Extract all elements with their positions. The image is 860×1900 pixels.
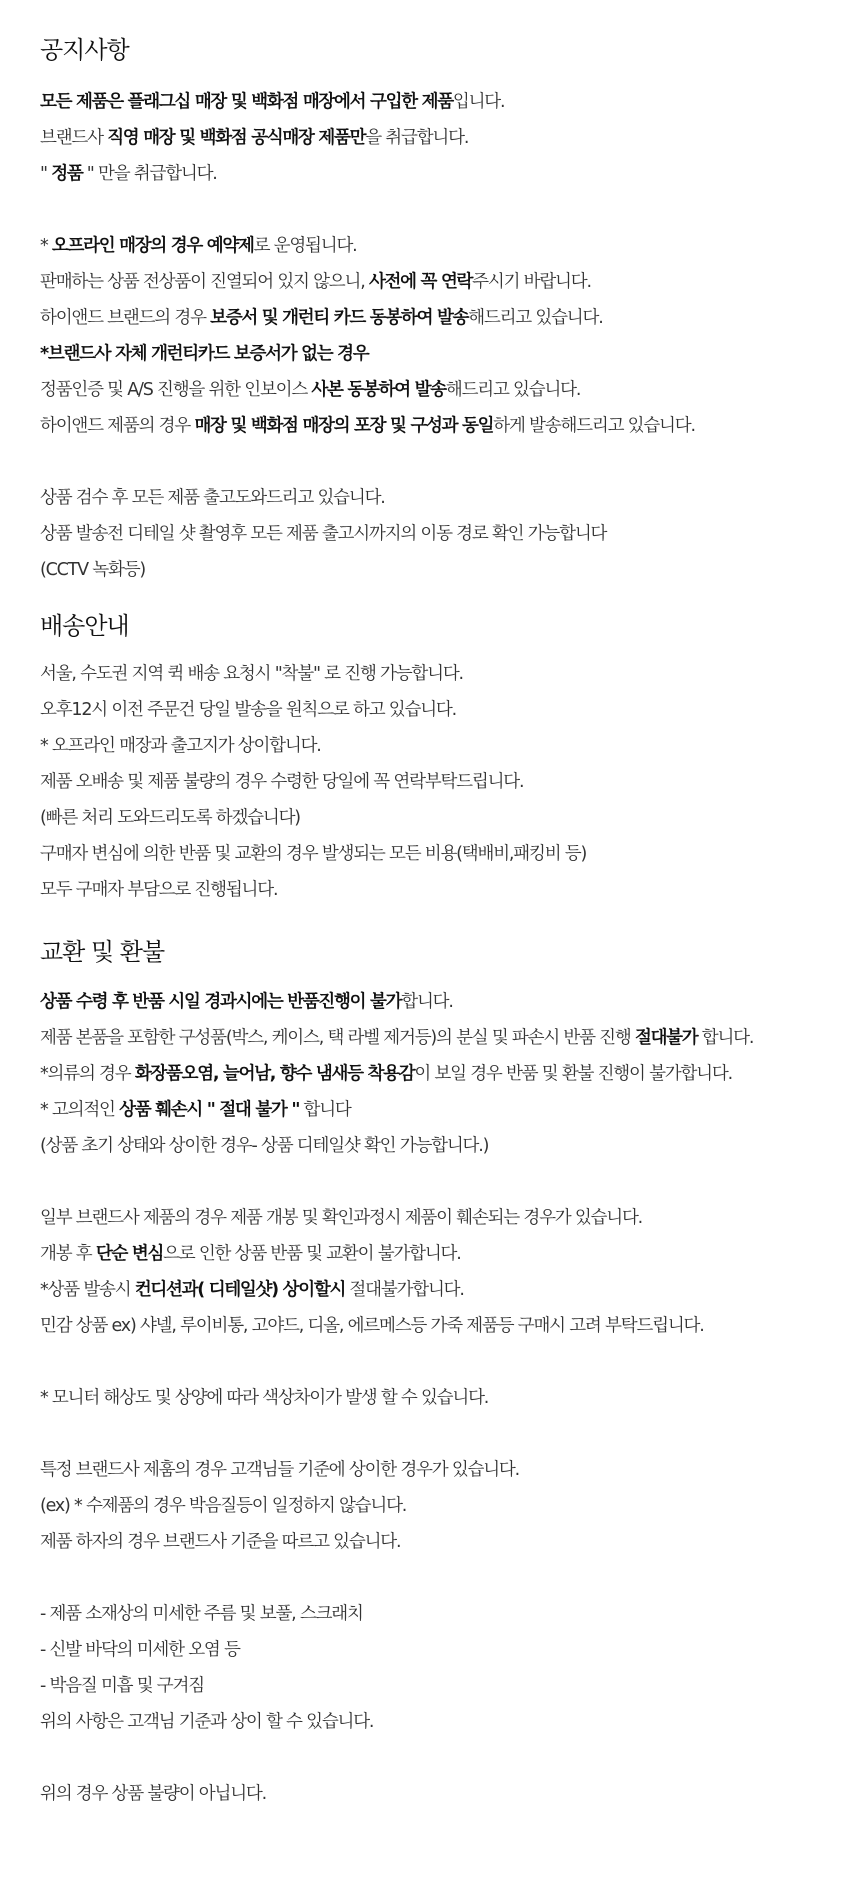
shipping-title: 배송안내 xyxy=(40,612,129,640)
body-text: 제품 본품을 포함한 구성품(박스, 케이스, 택 라벨 제거등)의 분실 및 파손시 반품 진행 xyxy=(40,1028,635,1048)
emphasis-text: 화장품오염, 늘어남, 향수 냄새등 착용감 xyxy=(134,1064,415,1084)
body-text: * 오프라인 매장과 출고지가 상이합니다. xyxy=(40,736,321,756)
body-text: 위의 사항은 고객님 기준과 상이 할 수 있습니다. xyxy=(40,1712,374,1732)
body-text: *의류의 경우 xyxy=(40,1064,135,1084)
text-line xyxy=(40,408,840,444)
paragraph-gap xyxy=(40,192,840,228)
refund-title: 교환 및 환불 xyxy=(40,938,165,966)
emphasis-text: 정품 xyxy=(51,164,83,184)
text-line xyxy=(40,1596,840,1632)
text-line xyxy=(40,1020,840,1056)
body-text: - 신발 바닥의 미세한 오염 등 xyxy=(40,1640,240,1660)
body-text: 하게 발송해드리고 있습니다. xyxy=(493,416,695,436)
text-line xyxy=(40,84,840,120)
body-text: 주시기 바랍니다. xyxy=(472,272,591,292)
emphasis-text: 모든 제품은 플래그십 매장 및 백화점 매장에서 구입한 제품 xyxy=(40,92,453,112)
notice-section xyxy=(40,32,840,588)
emphasis-text: 절대불가 xyxy=(634,1028,698,1048)
body-text: 해드리고 있습니다. xyxy=(468,308,603,328)
body-text: * 모니터 해상도 및 상양에 따라 색상차이가 발생 할 수 있습니다. xyxy=(40,1388,489,1408)
body-text: *상품 발송시 xyxy=(40,1280,135,1300)
emphasis-text: 컨디션과( 디테일샷) 상이할시 xyxy=(134,1280,346,1300)
text-line xyxy=(40,300,840,336)
text-line xyxy=(40,1704,840,1740)
text-line xyxy=(40,1452,840,1488)
text-line xyxy=(40,800,840,836)
body-text: 브랜드사 xyxy=(40,128,108,148)
shipping-section xyxy=(40,598,840,908)
text-line xyxy=(40,552,840,588)
text-line xyxy=(40,336,840,372)
text-line xyxy=(40,1668,840,1704)
body-text: (CCTV 녹화등) xyxy=(40,560,146,580)
refund-content xyxy=(40,984,840,1812)
paragraph-gap xyxy=(40,1164,840,1200)
text-line xyxy=(40,984,840,1020)
body-text: " xyxy=(40,164,52,184)
text-line xyxy=(40,728,840,764)
body-text: - 제품 소재상의 미세한 주름 및 보풀, 스크래치 xyxy=(40,1604,363,1624)
body-text: (ex) * 수제품의 경우 박음질등이 일정하지 않습니다. xyxy=(40,1496,407,1516)
emphasis-text: 오프라인 매장의 경우 예약제 xyxy=(51,236,254,256)
body-text: 특정 브랜드사 제훔의 경우 고객님들 기준에 상이한 경우가 있습니다. xyxy=(40,1460,520,1480)
body-text: 위의 경우 상품 불량이 아닙니다. xyxy=(40,1784,266,1804)
text-line xyxy=(40,872,840,908)
text-line xyxy=(40,1524,840,1560)
text-line xyxy=(40,1272,840,1308)
refund-section xyxy=(40,934,840,1812)
text-line xyxy=(40,264,840,300)
body-text: 이 보일 경우 반품 및 환불 진행이 불가합니다. xyxy=(414,1064,732,1084)
text-line xyxy=(40,1056,840,1092)
emphasis-text: 보증서 및 개런티 카드 동봉하여 발송 xyxy=(210,308,469,328)
body-text: * xyxy=(40,236,52,256)
emphasis-text: 단순 변심 xyxy=(95,1244,164,1264)
body-text: 상품 발송전 디테일 샷 촬영후 모든 제품 출고시까지의 이동 경로 확인 가능합니다 xyxy=(40,524,607,544)
text-line xyxy=(40,1200,840,1236)
body-text: 을 취급합니다. xyxy=(365,128,469,148)
paragraph-gap xyxy=(40,1740,840,1776)
body-text: * 고의적인 xyxy=(40,1100,120,1120)
body-text: 판매하는 상품 전상품이 진열되어 있지 않으니, xyxy=(40,272,369,292)
emphasis-text: 직영 매장 및 백화점 공식매장 제품만 xyxy=(107,128,366,148)
text-line xyxy=(40,1308,840,1344)
body-text: 서울, 수도권 지역 퀵 배송 요청시 "착불" 로 진행 가능합니다. xyxy=(40,664,463,684)
body-text: - 박음질 미흡 및 구겨짐 xyxy=(40,1676,204,1696)
paragraph-gap xyxy=(40,1560,840,1596)
text-line xyxy=(40,656,840,692)
text-line xyxy=(40,1776,840,1812)
notice-title: 공지사항 xyxy=(40,36,129,64)
body-text: (상품 초기 상태와 상이한 경우- 상품 디테일샷 확인 가능합니다.) xyxy=(40,1136,489,1156)
emphasis-text: 상품 수령 후 반품 시일 경과시에는 반품진행이 불가 xyxy=(40,992,402,1012)
emphasis-text: 사전에 꼭 연락 xyxy=(368,272,473,292)
text-line xyxy=(40,156,840,192)
text-line xyxy=(40,692,840,728)
text-line xyxy=(40,1380,840,1416)
body-text: 제품 하자의 경우 브랜드사 기준을 따르고 있습니다. xyxy=(40,1532,401,1552)
body-text: 민감 상품 ex) 샤넬, 루이비통, 고야드, 디올, 에르메스등 가죽 제품등 구매시 고려 부탁드립니다. xyxy=(40,1316,704,1336)
emphasis-text: 매장 및 백화점 매장의 포장 및 구성과 동일 xyxy=(194,416,494,436)
text-line xyxy=(40,1488,840,1524)
shipping-content xyxy=(40,656,840,908)
body-text: 하이앤드 브랜드의 경우 xyxy=(40,308,211,328)
body-text: 상품 검수 후 모든 제품 출고도와드리고 있습니다. xyxy=(40,488,385,508)
notice-content xyxy=(40,84,840,588)
body-text: 합니다. xyxy=(697,1028,754,1048)
emphasis-text: 상품 훼손시 " 절대 불가 " xyxy=(119,1100,300,1120)
body-text: 해드리고 있습니다. xyxy=(445,380,581,400)
text-line xyxy=(40,1092,840,1128)
text-line xyxy=(40,120,840,156)
text-line xyxy=(40,1632,840,1668)
body-text: 하이앤드 제품의 경우 xyxy=(40,416,195,436)
body-text: 으로 인한 상품 반품 및 교환이 불가합니다. xyxy=(163,1244,461,1264)
body-text: 개봉 후 xyxy=(40,1244,96,1264)
text-line xyxy=(40,372,840,408)
body-text: 합니다. xyxy=(401,992,453,1012)
body-text: " 만을 취급합니다. xyxy=(82,164,217,184)
body-text: 제품 오배송 및 제품 불량의 경우 수령한 당일에 꼭 연락부탁드립니다. xyxy=(40,772,524,792)
body-text: 모두 구매자 부담으로 진행됩니다. xyxy=(40,880,278,900)
paragraph-gap xyxy=(40,444,840,480)
emphasis-text: 사본 동봉하여 발송 xyxy=(311,380,446,400)
body-text: 일부 브랜드사 제품의 경우 제품 개봉 및 확인과정시 제품이 훼손되는 경우가 있습니다. xyxy=(40,1208,643,1228)
text-line xyxy=(40,480,840,516)
body-text: (빠른 처리 도와드리도록 하겠습니다) xyxy=(40,808,300,828)
text-line xyxy=(40,228,840,264)
text-line xyxy=(40,764,840,800)
body-text: 절대불가합니다. xyxy=(345,1280,464,1300)
text-line xyxy=(40,1128,840,1164)
body-text: 구매자 변심에 의한 반품 및 교환의 경우 발생되는 모든 비용(택배비,패킹비 등) xyxy=(40,844,587,864)
body-text: 오후12시 이전 주문건 당일 발송을 원칙으로 하고 있습니다. xyxy=(40,700,456,720)
paragraph-gap xyxy=(40,1416,840,1452)
text-line xyxy=(40,836,840,872)
text-line xyxy=(40,1236,840,1272)
body-text: 입니다. xyxy=(452,92,505,112)
body-text: 정품인증 및 A/S 진행을 위한 인보이스 xyxy=(40,380,312,400)
paragraph-gap xyxy=(40,1344,840,1380)
emphasis-text: *브랜드사 자체 개런티카드 보증서가 없는 경우 xyxy=(40,344,369,364)
text-line xyxy=(40,516,840,552)
body-text: 합니다 xyxy=(299,1100,351,1120)
body-text: 로 운영됩니다. xyxy=(253,236,357,256)
